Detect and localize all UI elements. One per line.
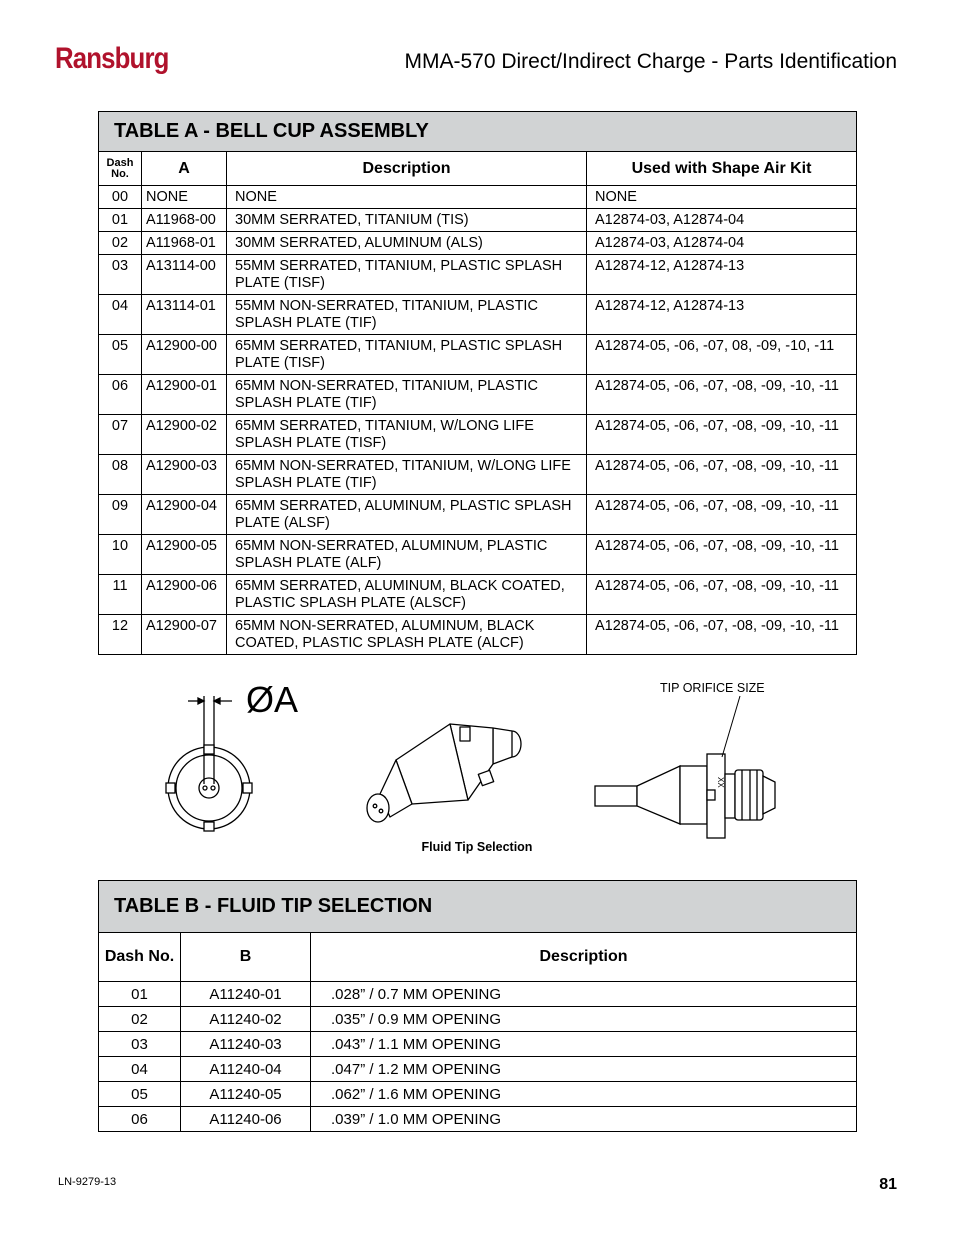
table-row bbox=[99, 1107, 857, 1132]
table-cell: 55MM SERRATED, TITANIUM, PLASTIC SPLASH PLATE (TISF) bbox=[227, 255, 587, 295]
table-cell: 65MM SERRATED, TITANIUM, W/LONG LIFE SPLASH PLATE (TISF) bbox=[227, 415, 587, 455]
fluid-tip-isometric-drawing bbox=[367, 724, 521, 822]
table-cell: A12874-05, -06, -07, -08, -09, -10, -11 bbox=[587, 575, 857, 615]
table-b-header-cell: Description bbox=[311, 933, 857, 982]
table-row bbox=[99, 255, 857, 295]
table-row bbox=[99, 1032, 857, 1057]
table-cell: 04 bbox=[99, 295, 142, 335]
table-cell: A11240-06 bbox=[181, 1107, 311, 1132]
table-row bbox=[99, 535, 857, 575]
table-cell: A11968-01 bbox=[142, 232, 227, 255]
table-cell: 08 bbox=[99, 455, 142, 495]
table-row bbox=[99, 1057, 857, 1082]
table-cell: 30MM SERRATED, ALUMINUM (ALS) bbox=[227, 232, 587, 255]
table-cell: A11240-05 bbox=[181, 1082, 311, 1107]
table-a-bell-cup-assembly bbox=[98, 111, 857, 655]
table-cell: 02 bbox=[99, 232, 142, 255]
fluid-tip-figure bbox=[150, 672, 800, 847]
table-cell: .043” / 1.1 MM OPENING bbox=[311, 1032, 857, 1057]
table-cell: 65MM NON-SERRATED, ALUMINUM, BLACK COATED, PLASTIC SPLASH PLATE (ALCF) bbox=[227, 615, 587, 655]
table-cell: 01 bbox=[99, 982, 181, 1007]
table-cell: 10 bbox=[99, 535, 142, 575]
table-cell: .035” / 0.9 MM OPENING bbox=[311, 1007, 857, 1032]
table-cell: A11240-04 bbox=[181, 1057, 311, 1082]
table-cell: 11 bbox=[99, 575, 142, 615]
table-cell: A12874-05, -06, -07, -08, -09, -10, -11 bbox=[587, 375, 857, 415]
table-cell: A11240-02 bbox=[181, 1007, 311, 1032]
table-cell: 65MM NON-SERRATED, TITANIUM, W/LONG LIFE SPLASH PLATE (TIF) bbox=[227, 455, 587, 495]
table-cell: A12874-05, -06, -07, -08, -09, -10, -11 bbox=[587, 535, 857, 575]
table-cell: 06 bbox=[99, 375, 142, 415]
table-cell: 65MM SERRATED, TITANIUM, PLASTIC SPLASH PLATE (TISF) bbox=[227, 335, 587, 375]
table-cell: 12 bbox=[99, 615, 142, 655]
table-b-header-cell: Dash No. bbox=[99, 933, 181, 982]
table-row bbox=[99, 615, 857, 655]
table-cell: 55MM NON-SERRATED, TITANIUM, PLASTIC SPLASH PLATE (TIF) bbox=[227, 295, 587, 335]
table-row bbox=[99, 232, 857, 255]
table-row bbox=[99, 186, 857, 209]
table-row bbox=[99, 415, 857, 455]
table-cell: 03 bbox=[99, 1032, 181, 1057]
table-cell: 04 bbox=[99, 1057, 181, 1082]
brand-logo: Ransburg bbox=[55, 42, 169, 75]
table-row bbox=[99, 209, 857, 232]
tip-marking: XX bbox=[716, 777, 725, 788]
fluid-tip-side-view-drawing bbox=[595, 696, 775, 838]
table-cell: A12874-03, A12874-04 bbox=[587, 232, 857, 255]
table-cell: 05 bbox=[99, 1082, 181, 1107]
table-cell: 65MM SERRATED, ALUMINUM, BLACK COATED, PLASTIC SPLASH PLATE (ALSCF) bbox=[227, 575, 587, 615]
table-row bbox=[99, 335, 857, 375]
table-cell: 65MM NON-SERRATED, TITANIUM, PLASTIC SPLASH PLATE (TIF) bbox=[227, 375, 587, 415]
table-cell: A12900-07 bbox=[142, 615, 227, 655]
table-b-header-cell: B bbox=[181, 933, 311, 982]
table-row bbox=[99, 575, 857, 615]
table-cell: NONE bbox=[587, 186, 857, 209]
table-cell: A12874-05, -06, -07, -08, -09, -10, -11 bbox=[587, 495, 857, 535]
table-cell: A12900-05 bbox=[142, 535, 227, 575]
table-cell: 05 bbox=[99, 335, 142, 375]
table-row bbox=[99, 295, 857, 335]
table-cell: A12900-01 bbox=[142, 375, 227, 415]
table-cell: 65MM SERRATED, ALUMINUM, PLASTIC SPLASH PLATE (ALSF) bbox=[227, 495, 587, 535]
table-cell: A12874-05, -06, -07, -08, -09, -10, -11 bbox=[587, 415, 857, 455]
table-cell: .039” / 1.0 MM OPENING bbox=[311, 1107, 857, 1132]
table-cell: A12874-05, -06, -07, -08, -09, -10, -11 bbox=[587, 455, 857, 495]
table-a-header-cell: Used with Shape Air Kit bbox=[587, 152, 857, 186]
table-a-header-cell: Dash No. bbox=[99, 152, 142, 186]
dimension-label: ØA bbox=[246, 679, 299, 720]
table-cell: 02 bbox=[99, 1007, 181, 1032]
table-cell: A12900-04 bbox=[142, 495, 227, 535]
table-a-header-cell: Description bbox=[227, 152, 587, 186]
table-cell: A12900-03 bbox=[142, 455, 227, 495]
table-cell: 03 bbox=[99, 255, 142, 295]
table-cell: A13114-00 bbox=[142, 255, 227, 295]
table-cell: A12874-05, -06, -07, -08, -09, -10, -11 bbox=[587, 615, 857, 655]
table-cell: A12874-12, A12874-13 bbox=[587, 295, 857, 335]
page-title: MMA-570 Direct/Indirect Charge - Parts Identification bbox=[404, 50, 897, 73]
table-row bbox=[99, 375, 857, 415]
table-cell: A13114-01 bbox=[142, 295, 227, 335]
document-number: LN-9279-13 bbox=[58, 1176, 117, 1188]
table-cell: A12874-05, -06, -07, 08, -09, -10, -11 bbox=[587, 335, 857, 375]
table-cell: A12900-02 bbox=[142, 415, 227, 455]
table-cell: 65MM NON-SERRATED, ALUMINUM, PLASTIC SPLASH PLATE (ALF) bbox=[227, 535, 587, 575]
table-cell: .062” / 1.6 MM OPENING bbox=[311, 1082, 857, 1107]
table-cell: .047” / 1.2 MM OPENING bbox=[311, 1057, 857, 1082]
table-cell: 30MM SERRATED, TITANIUM (TIS) bbox=[227, 209, 587, 232]
table-cell: 01 bbox=[99, 209, 142, 232]
table-row bbox=[99, 455, 857, 495]
table-cell: A12874-12, A12874-13 bbox=[587, 255, 857, 295]
table-a-header-cell: A bbox=[142, 152, 227, 186]
page-number: 81 bbox=[879, 1176, 897, 1193]
table-cell: A11240-01 bbox=[181, 982, 311, 1007]
table-row bbox=[99, 1082, 857, 1107]
table-a-title: TABLE A - BELL CUP ASSEMBLY bbox=[99, 112, 857, 152]
table-row bbox=[99, 495, 857, 535]
bell-cup-end-view-drawing bbox=[166, 696, 252, 831]
table-cell: 00 bbox=[99, 186, 142, 209]
table-cell: 07 bbox=[99, 415, 142, 455]
table-cell: NONE bbox=[227, 186, 587, 209]
table-b-fluid-tip-selection bbox=[98, 880, 857, 1132]
table-cell: NONE bbox=[142, 186, 227, 209]
figure-caption: Fluid Tip Selection bbox=[421, 840, 533, 854]
tip-orifice-label: TIP ORIFICE SIZE bbox=[660, 681, 765, 695]
table-cell: 09 bbox=[99, 495, 142, 535]
table-cell: .028” / 0.7 MM OPENING bbox=[311, 982, 857, 1007]
table-cell: 06 bbox=[99, 1107, 181, 1132]
table-cell: A12900-00 bbox=[142, 335, 227, 375]
table-cell: A11968-00 bbox=[142, 209, 227, 232]
table-cell: A12900-06 bbox=[142, 575, 227, 615]
table-b-title: TABLE B - FLUID TIP SELECTION bbox=[99, 881, 857, 933]
table-cell: A12874-03, A12874-04 bbox=[587, 209, 857, 232]
table-cell: A11240-03 bbox=[181, 1032, 311, 1057]
table-row bbox=[99, 1007, 857, 1032]
table-row bbox=[99, 982, 857, 1007]
